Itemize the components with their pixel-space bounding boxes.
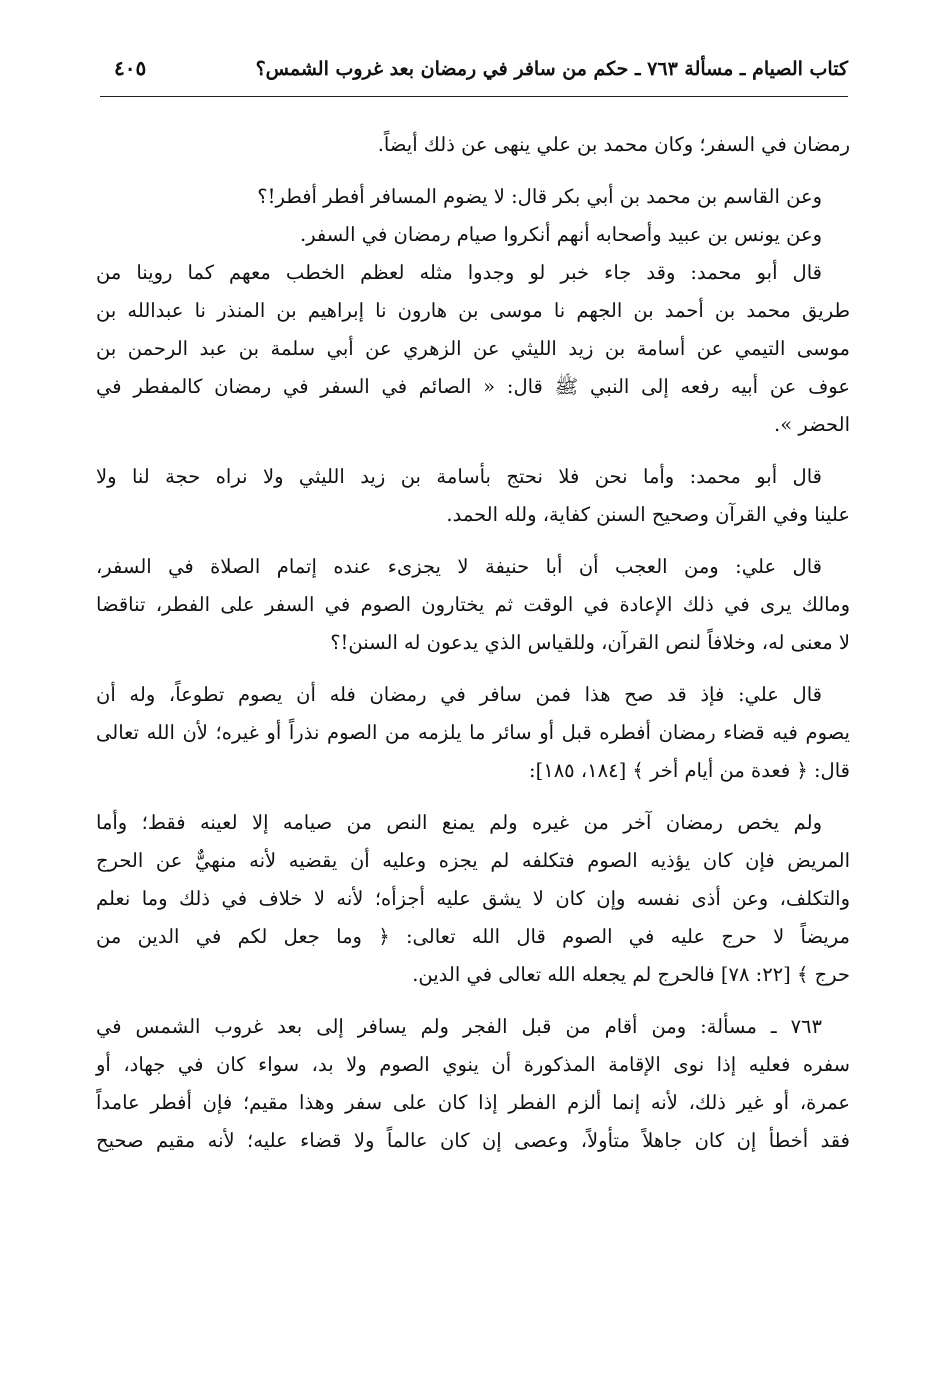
- text-line: قال أبو محمد: وقد جاء خبر لو وجدوا مثله لعظم الخطب معهم كما روينا من: [96, 261, 822, 284]
- text-line: قال علي: فإذ قد صح هذا فمن سافر في رمضان فله أن يصوم تطوعاً، وله أن: [96, 683, 822, 706]
- text-line: قال علي: ومن العجب أن أبا حنيفة لا يجزىء عنده إتمام الصلاة في السفر،: [96, 555, 822, 578]
- page-number: ٤٠٥: [114, 56, 147, 80]
- text-line: حرج ﴾ [٢٢: ٧٨] فالحرج لم يجعله الله تعالى في الدين.: [412, 963, 850, 986]
- text-line: وعن القاسم بن محمد بن أبي بكر قال: لا يضوم المسافر أفطر أفطر!؟: [257, 185, 822, 208]
- page-header: [100, 52, 848, 97]
- text-line: وعن يونس بن عبيد وأصحابه أنهم أنكروا صيام رمضان في السفر.: [299, 223, 822, 246]
- text-line: علينا وفي القرآن وصحيح السنن كفاية، ولله الحمد.: [446, 503, 850, 526]
- paragraph: [96, 804, 850, 994]
- text-line: قال: ﴿ فعدة من أيام أخر ﴾ [١٨٤، ١٨٥]:: [529, 759, 850, 782]
- text-line: ٧٦٣ ـ مسألة: ومن أقام من قبل الفجر ولم يسافر إلى بعد غروب الشمس في: [96, 1015, 822, 1038]
- paragraph: [96, 178, 850, 444]
- text-line: الحضر ».: [774, 413, 850, 436]
- text-line: مريضاً لا حرج عليه في الصوم قال الله تعالى: ﴿ وما جعل لكم في الدين من: [96, 925, 850, 948]
- text-line: طريق محمد بن أحمد بن الجهم نا موسى بن هارون نا إبراهيم بن المنذر نا عبدالله بن: [96, 299, 850, 322]
- paragraph: [96, 676, 850, 790]
- text-line: عمرة، أو غير ذلك، لأنه إنما ألزم الفطر إذا كان على سفر وهذا مقيم؛ فإن أفطر عامداً: [96, 1091, 850, 1114]
- text-line: ومالك يرى في ذلك الإعادة في الوقت ثم يختارون الصوم في السفر على الفطر، تناقضا: [96, 593, 850, 616]
- text-line: عوف عن أبيه رفعه إلى النبي ﷺ قال: « الصائم في السفر في رمضان كالمفطر في: [96, 375, 850, 398]
- text-line: موسى التيمي عن أسامة بن زيد الليثي عن الزهري عن أبي سلمة بن عبد الرحمن بن: [96, 337, 850, 360]
- page-body: [96, 126, 850, 1168]
- paragraph: [96, 126, 850, 164]
- paragraph: [96, 458, 850, 534]
- text-line: سفره فعليه إذا نوى الإقامة المذكورة أن ينوي الصوم ولا بد، سواء كان في جهاد، أو: [96, 1053, 850, 1076]
- text-line: يصوم فيه قضاء رمضان أفطره قبل أو سائر ما يلزمه من الصوم نذراً أو غيره؛ لأن الله تعالى: [96, 721, 850, 744]
- text-line: ولم يخص رمضان آخر من غيره ولم يمنع النص من صيامه إلا لعينه فقط؛ وأما: [96, 811, 822, 834]
- text-line: رمضان في السفر؛ وكان محمد بن علي ينهى عن ذلك أيضاً.: [377, 133, 850, 156]
- text-line: لا معنى له، وخلافاً لنص القرآن، وللقياس الذي يدعون له السنن!؟: [330, 631, 850, 654]
- text-line: المريض فإن كان يؤذيه الصوم فتكلفه لم يجزه وعليه أن يقضيه لأنه منهيٌّ عن الحرج: [96, 849, 850, 872]
- running-title: كتاب الصيام ـ مسألة ٧٦٣ ـ حكم من سافر في رمضان بعد غروب الشمس؟: [255, 58, 848, 80]
- paragraph: [96, 1008, 850, 1160]
- text-line: والتكلف، وعن أذى نفسه وإن كان لا يشق عليه أجزأه؛ لأنه لا خلاف في ذلك وما نعلم: [96, 887, 850, 910]
- paragraph: [96, 548, 850, 662]
- text-line: قال أبو محمد: وأما نحن فلا نحتج بأسامة بن زيد الليثي ولا نراه حجة لنا ولا: [96, 465, 822, 488]
- text-line: فقد أخطأ إن كان جاهلاً متأولاً، وعصى إن كان عالماً ولا قضاء عليه؛ لأنه مقيم صحيح: [96, 1129, 850, 1152]
